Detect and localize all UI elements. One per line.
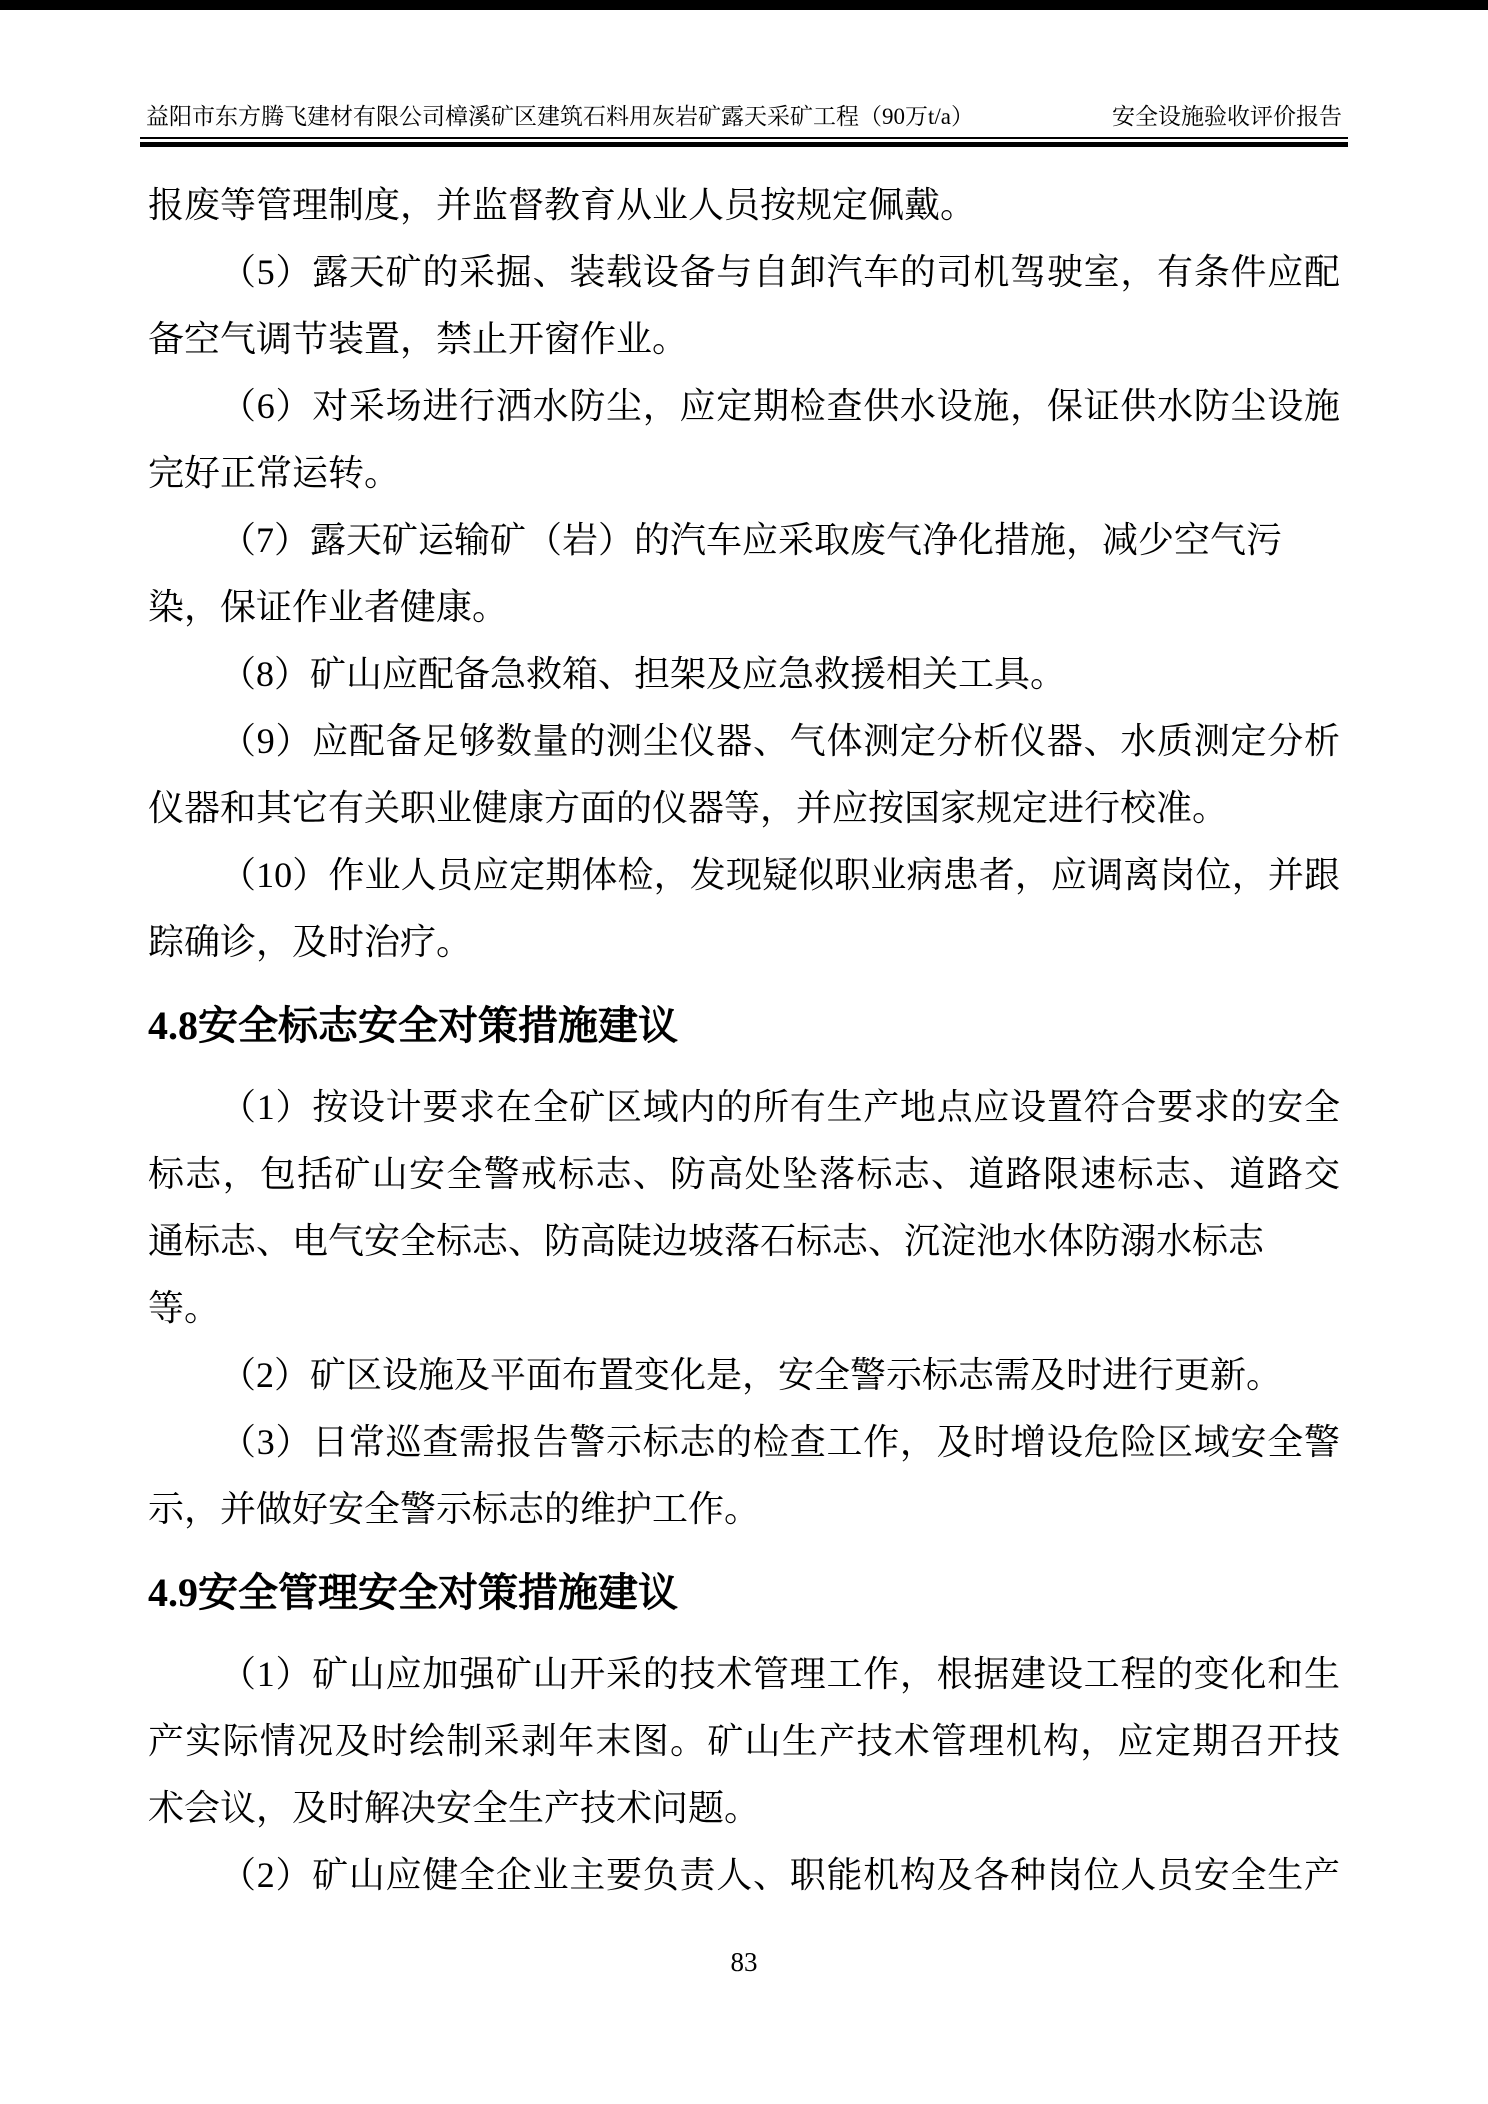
body-text-line: （2）矿山应健全企业主要负责人、职能机构及各种岗位人员安全生产: [220, 1855, 1340, 1895]
body-text-line: 产实际情况及时绘制采剥年末图。矿山生产技术管理机构，应定期召开技: [148, 1721, 1340, 1761]
body-text-line: （9）应配备足够数量的测尘仪器、气体测定分析仪器、水质测定分析: [220, 721, 1340, 761]
header-rule-thick: [140, 142, 1348, 147]
body-text-line: （6）对采场进行洒水防尘，应定期检查供水设施，保证供水防尘设施: [220, 386, 1340, 426]
body-text-line: 报废等管理制度，并监督教育从业人员按规定佩戴。: [148, 185, 977, 225]
body-text-line: 踪确诊，及时治疗。: [148, 922, 473, 962]
page-footer: [0, 1942, 1488, 1982]
page-number: 83: [730, 1947, 758, 1977]
body-text-line: （2）矿区设施及平面布置变化是，安全警示标志需及时进行更新。: [220, 1355, 1283, 1395]
body-text-line: 术会议，及时解决安全生产技术问题。: [148, 1788, 761, 1828]
header-double-rule: [140, 137, 1348, 147]
body-text-line: （3）日常巡查需报告警示标志的检查工作，及时增设危险区域安全警: [220, 1422, 1340, 1462]
body-text-line: （1）按设计要求在全矿区域内的所有生产地点应设置符合要求的安全: [220, 1087, 1340, 1127]
body-text-line: 等。: [148, 1288, 221, 1328]
body-text-line: （10）作业人员应定期体检，发现疑似职业病患者，应调离岗位，并跟: [220, 855, 1340, 895]
header-right-title: 安全设施验收评价报告: [1112, 104, 1342, 129]
body-text-line: 备空气调节装置，禁止开窗作业。: [148, 319, 689, 359]
body-text-line: 标志，包括矿山安全警戒标志、防高处坠落标志、道路限速标志、道路交: [148, 1154, 1340, 1194]
body-text-line: （1）矿山应加强矿山开采的技术管理工作，根据建设工程的变化和生: [220, 1654, 1340, 1694]
section-heading: 4.9安全管理安全对策措施建议: [148, 1570, 678, 1615]
document-body: [148, 172, 1340, 1909]
body-text-line: （7）露天矿运输矿（岩）的汽车应采取废气净化措施，减少空气污: [220, 520, 1283, 560]
body-text-line: 通标志、电气安全标志、防高陡边坡落石标志、沉淀池水体防溺水标志: [148, 1221, 1265, 1261]
header-left-title: 益阳市东方腾飞建材有限公司樟溪矿区建筑石料用灰岩矿露天采矿工程（90万t/a）: [146, 104, 974, 129]
body-text-line: 染，保证作业者健康。: [148, 587, 509, 627]
section-heading: 4.8安全标志安全对策措施建议: [148, 1003, 678, 1048]
body-text-line: （8）矿山应配备急救箱、担架及应急救援相关工具。: [220, 654, 1067, 694]
body-text-line: 仪器和其它有关职业健康方面的仪器等，并应按国家规定进行校准。: [148, 788, 1229, 828]
body-text-line: （5）露天矿的采掘、装载设备与自卸汽车的司机驾驶室，有条件应配: [220, 252, 1340, 292]
page-header: [146, 102, 1342, 132]
scan-top-bar: [0, 0, 1488, 10]
body-text-line: 示，并做好安全警示标志的维护工作。: [148, 1489, 761, 1529]
body-text-line: 完好正常运转。: [148, 453, 401, 493]
